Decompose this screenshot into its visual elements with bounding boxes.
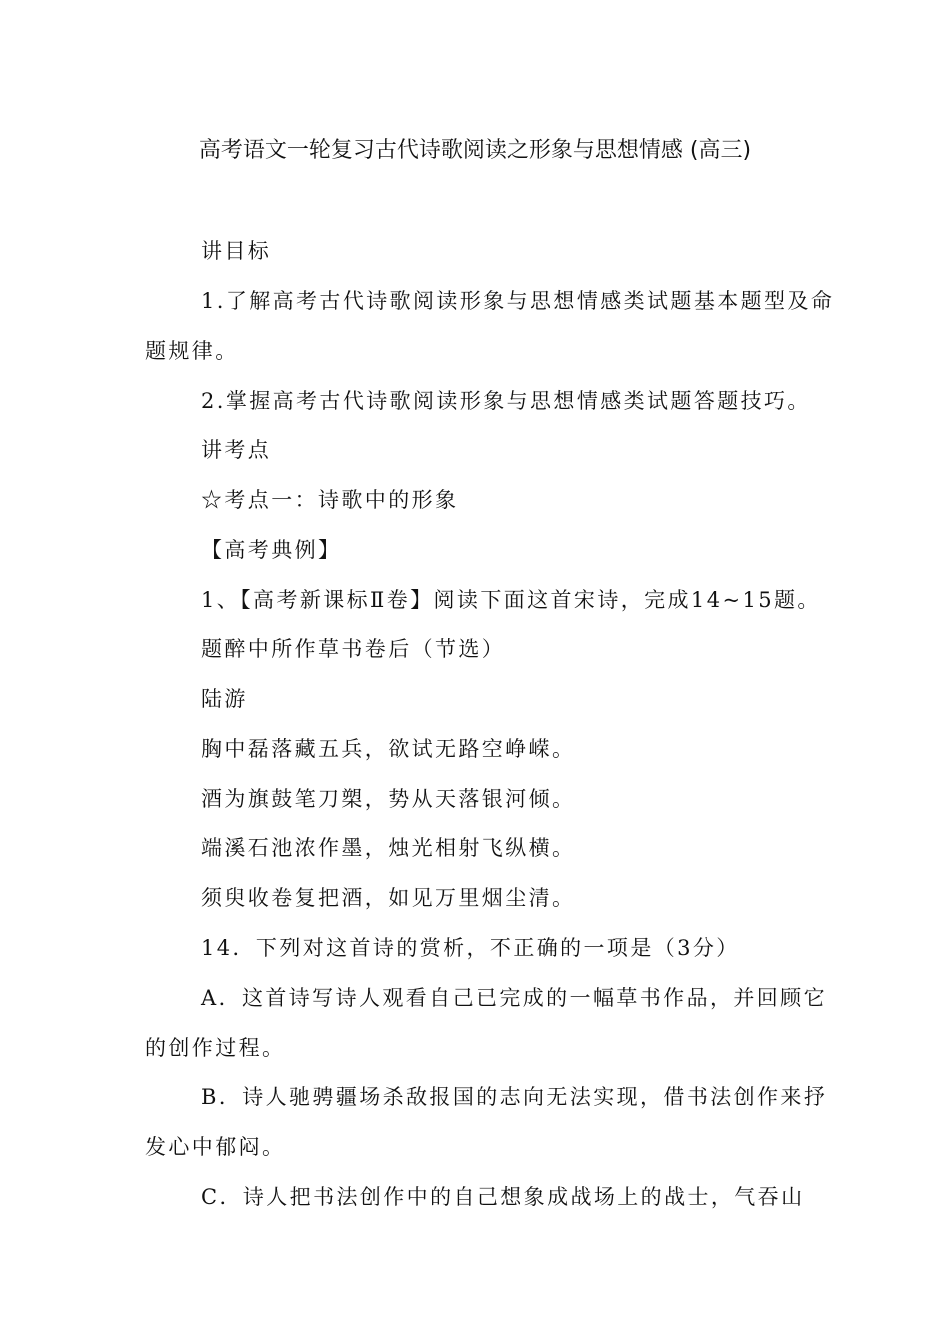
paragraph-line: 1.了解高考古代诗歌阅读形象与思想情感类试题基本题型及命 (201, 289, 835, 313)
topic-heading: ☆考点一：诗歌中的形象 (201, 488, 459, 512)
poem-line: 须臾收卷复把酒，如见万里烟尘清。 (201, 886, 576, 910)
poem-line: 端溪石池浓作墨，烛光相射飞纵横。 (201, 836, 576, 860)
section-heading-goals: 讲目标 (201, 239, 272, 263)
document-title: 高考语文一轮复习古代诗歌阅读之形象与思想情感 (高三) (198, 138, 752, 163)
example-heading: 【高考典例】 (201, 538, 342, 562)
option-b-continued: 发心中郁闷。 (145, 1135, 286, 1159)
option-a-continued: 的创作过程。 (145, 1036, 286, 1060)
question-intro: 1、【高考新课标Ⅱ卷】阅读下面这首宋诗，完成14~15题。 (201, 588, 821, 612)
question-14: 14．下列对这首诗的赏析，不正确的一项是（3分） (201, 936, 740, 960)
poem-title: 题醉中所作草书卷后（节选） (201, 637, 506, 661)
paragraph-line: 题规律。 (145, 339, 239, 363)
option-b: B．诗人驰骋疆场杀敌报国的志向无法实现，借书法创作来抒 (201, 1085, 828, 1109)
option-c: C．诗人把书法创作中的自己想象成战场上的战士，气吞山 (201, 1185, 805, 1209)
option-a: A．这首诗写诗人观看自己已完成的一幅草书作品，并回顾它 (201, 986, 827, 1010)
poem-author: 陆游 (201, 687, 248, 711)
section-heading-points: 讲考点 (201, 438, 272, 462)
poem-line: 胸中磊落藏五兵，欲试无路空峥嵘。 (201, 737, 576, 761)
poem-line: 酒为旗鼓笔刀槊，势从天落银河倾。 (201, 787, 576, 811)
paragraph-line: 2.掌握高考古代诗歌阅读形象与思想情感类试题答题技巧。 (201, 389, 811, 413)
